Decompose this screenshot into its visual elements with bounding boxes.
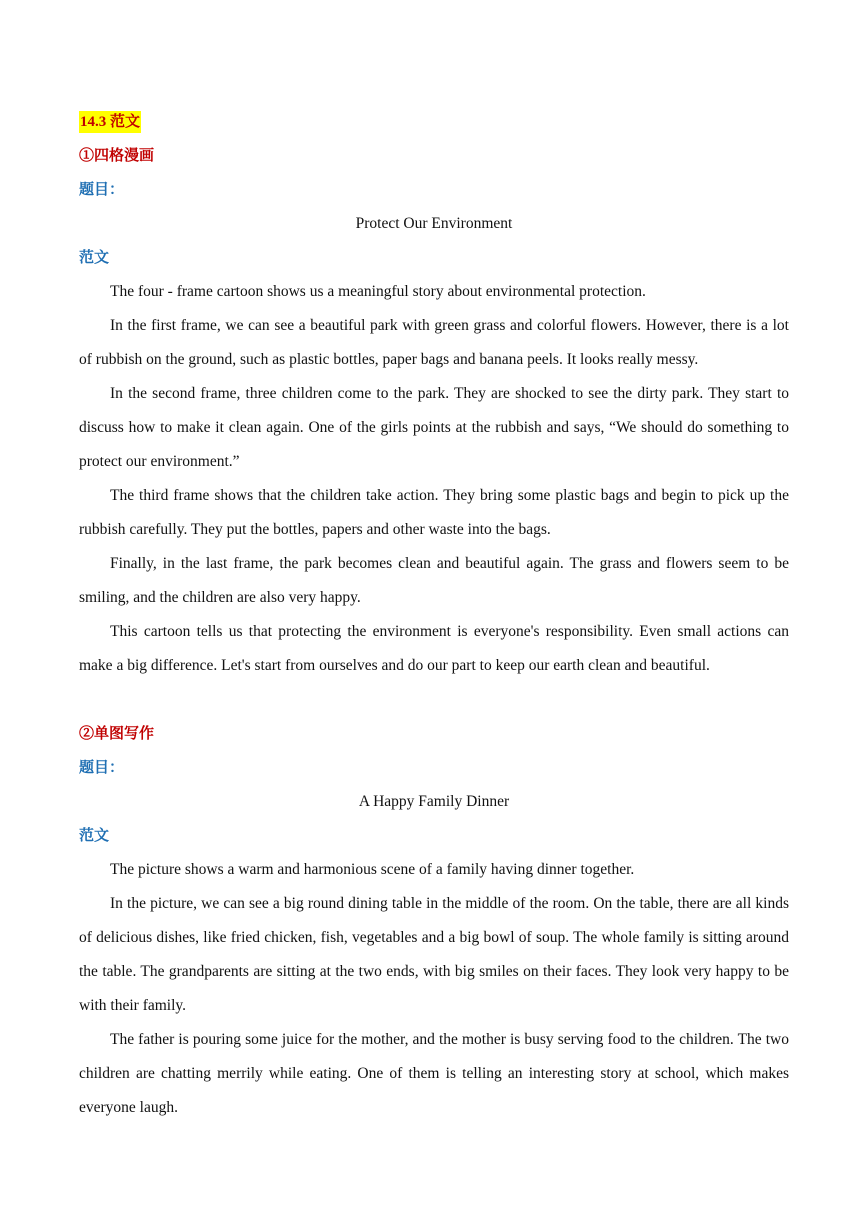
section-spacer [79,683,789,717]
part1-prompt-label: 题目： [79,182,125,198]
section-tag: 14.3 范文 [79,111,141,133]
part2-essay-label: 范文 [79,828,110,844]
part2-prompt-label: 题目： [79,760,125,776]
part2-title: A Happy Family Dinner [358,793,510,810]
part2-heading: ②单图写作 [79,726,155,742]
part1-paragraph-2: In the first frame, we can see a beautiful park with green grass and colorful flowers. However, there is a lot of rubbish on the ground, such as plastic bottles, paper bags and banana peels. It looks really messy. [79,317,789,368]
part2-paragraph-3: The father is pouring some juice for the mother, and the mother is busy serving food to the children. The two children are chatting merrily while eating. One of them is telling an interesting story at school, which makes everyone laugh. [79,1031,789,1116]
part1-essay-label: 范文 [79,250,110,266]
part1-paragraph-4: The third frame shows that the children take action. They bring some plastic bags and begin to pick up the rubbish carefully. They put the bottles, papers and other waste into the bags. [79,487,789,538]
part2-paragraph-2: In the picture, we can see a big round dining table in the middle of the room. On the table, there are all kinds of delicious dishes, like fried chicken, fish, vegetables and a big bowl of soup. The whole family is sitting around the table. The grandparents are sitting at the two ends, with big smiles on their faces. They look very happy to be with their family. [79,895,789,1014]
part1-paragraph-3: In the second frame, three children come to the park. They are shocked to see the dirty park. They start to discuss how to make it clean again. One of the girls points at the rubbish and says, “We should do something to protect our environment.” [79,385,789,470]
part1-paragraph-6: This cartoon tells us that protecting the environment is everyone's responsibility. Even small actions can make a big difference. Let's start from ourselves and do our part to keep our earth clean and beautiful. [79,623,789,674]
section-header [79,105,789,139]
part1-heading: ①四格漫画 [79,148,155,164]
document-content [79,105,789,1125]
part1-paragraph-1: The four - frame cartoon shows us a meaningful story about environmental protection. [110,283,646,300]
part2-paragraph-1: The picture shows a warm and harmonious scene of a family having dinner together. [110,861,635,878]
part1-paragraph-5: Finally, in the last frame, the park becomes clean and beautiful again. The grass and flowers seem to be smiling, and the children are also very happy. [79,555,789,606]
part1-title: Protect Our Environment [355,215,513,232]
